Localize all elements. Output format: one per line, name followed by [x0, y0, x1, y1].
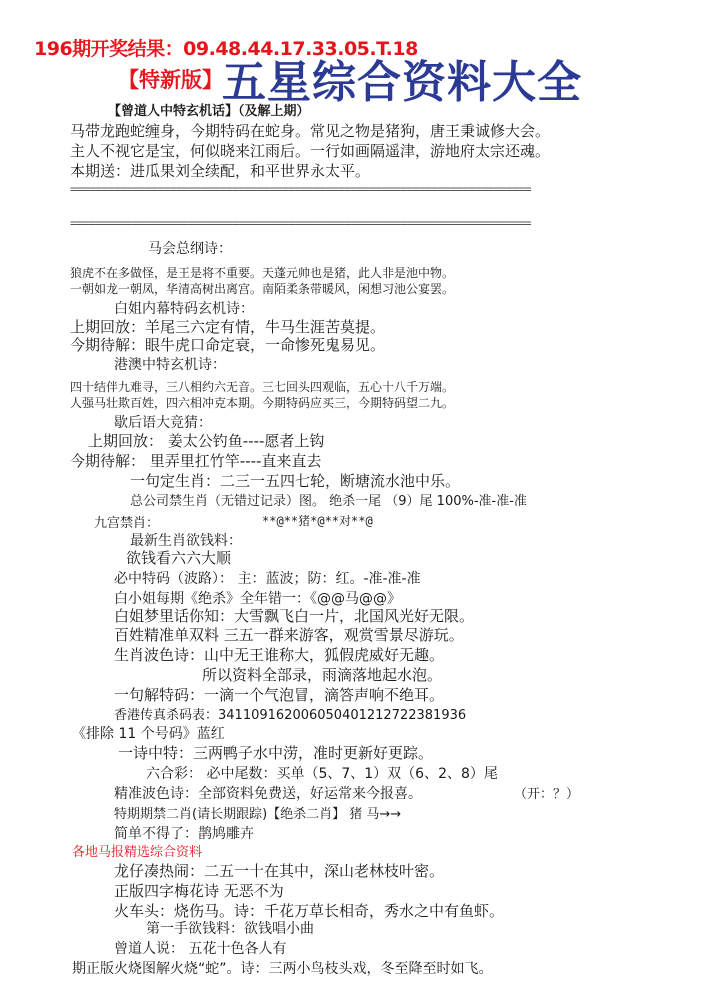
text-line: 白姐梦里话你知：大雪飘飞白一片，北国风光好无限。 [114, 607, 475, 625]
text-line: 期正版火烧图解火烧“蛇”。诗：三两小鸟枝头戏，冬至降至时如飞。 [72, 961, 493, 977]
divider: ========================================================================== [70, 182, 531, 196]
text-line: 最新生肖欲钱料： [130, 533, 242, 549]
text-line: 人强马壮欺百姓，四六相冲克本期。今期特码应买三，今期特码望二九。 [70, 396, 455, 410]
edition-tag: 【特新版】 [118, 68, 223, 92]
text-line: 所以资料全部录，雨滴落地起水泡。 [202, 666, 443, 684]
text-line: 六合彩： 必中尾数：买单（5、7、1）双（6、2、8）尾 [146, 766, 498, 782]
text-line: 百姓精准单双料 三五一群来游客，观赏雪景尽游玩。 [114, 626, 464, 644]
lottery-result: 196期开奖结果：09.48.44.17.33.05.T.18 [34, 38, 418, 60]
text-line: 九宫禁肖： [94, 516, 160, 531]
text-line: 上期回放： 姜太公钓鱼----愿者上钩 [88, 432, 325, 450]
section-heading: 马会总纲诗： [148, 241, 232, 257]
text-line: 简单不得了：鹊鸠雕卉 [114, 826, 254, 842]
text-line: 曾道人说： 五花十色各人有 [114, 941, 287, 957]
text-line: 上期回放：羊尾三六定有情，牛马生涯苦莫提。 [70, 318, 386, 336]
text-line: 特期期禁二肖(请长期跟踪)【绝杀二肖】 猪 马→→ [114, 807, 402, 822]
text-line: 火车头：烧伤马。诗：千花万草长相奇，秀水之中有鱼虾。 [114, 902, 505, 920]
text-line: 欲钱看六六大顺 [126, 549, 232, 567]
section-heading: 白姐内幕特码玄机诗： [114, 301, 254, 317]
text-line: 今期待解： 里弄里扛竹竿----直来直去 [70, 452, 322, 470]
section-heading: 港澳中特玄机诗： [114, 357, 226, 373]
text-line: 白小姐每期《绝杀》全年错一：《@@马@@》 [114, 591, 401, 607]
text-line: 马带龙跑蛇缠身，今期特码在蛇身。常见之物是猪狗，唐王秉诚修大会。 [70, 122, 551, 140]
text-line: 生肖波色诗：山中无王谁称大，狐假虎威好无趣。 [114, 646, 445, 664]
text-line: 狼虎不在多做怪，是王是将不重要。天蓬元帅也是猪，此人非是池中物。 [70, 266, 455, 280]
text-line: 香港传真杀码表：34110916200605040121272238​1936 [114, 708, 467, 723]
text-line: 《排除 11 个号码》蓝红 [72, 726, 225, 742]
text-line: 本期送：进瓜果刘全续配，和平世界永太平。 [70, 162, 371, 180]
text-line: 一朝如龙一朝凤，华清高树出离宫。南陌柔条带暖风，闲想习池公宴罢。 [70, 282, 455, 296]
text-line: 今期待解：眼牛虎口命定衰，一命惨死鬼易见。 [70, 336, 386, 354]
text-line: 一句定生肖：二三一五四七轮，断塘流水池中乐。 [130, 472, 461, 490]
divider: ========================================================================== [70, 216, 531, 230]
text-line: 龙仔凑热闹：二五一十在其中，深山老林枝叶密。 [114, 862, 445, 880]
text-line: 一句解特码：一滴一个气泡冒，滴答声响不绝耳。 [114, 686, 445, 704]
text-line: 主人不视它是宝，何似晓来江雨后。一行如画隔遥津，游地府太宗还魂。 [70, 142, 551, 160]
text-line: 必中特码（波路）： 主：蓝波；防：红。-准-准-准 [114, 571, 421, 587]
text-line: （开：？） [514, 787, 580, 802]
text-line: 第一手欲钱料：欲钱唱小曲 [146, 921, 314, 937]
section-heading: 【曾道人中特玄机话】（及解上期） [108, 104, 310, 119]
section-heading: 歇后语大竞猜： [114, 415, 212, 431]
text-line: **@**猪*@**对**@ [262, 514, 373, 528]
text-line: 一诗中特：三两鸭子水中涝，准时更新好更踪。 [118, 744, 434, 762]
text-line: 正版四字梅花诗 无恶不为 [114, 882, 284, 900]
text-line: 总公司禁生肖（无错过记录）图。 绝杀一尾 （9）尾 100%-准-准-准 [130, 494, 527, 509]
page-title: 五星综合资料大全 [222, 57, 582, 108]
section-heading: 各地马报精选综合资料 [72, 845, 203, 860]
text-line: 精准波色诗：全部资料免费送，好运常来今报喜。 [114, 786, 422, 802]
text-line: 四十结伴九难寻，三八相约六无音。三七回头四观临，五心十八千万端。 [70, 380, 455, 394]
